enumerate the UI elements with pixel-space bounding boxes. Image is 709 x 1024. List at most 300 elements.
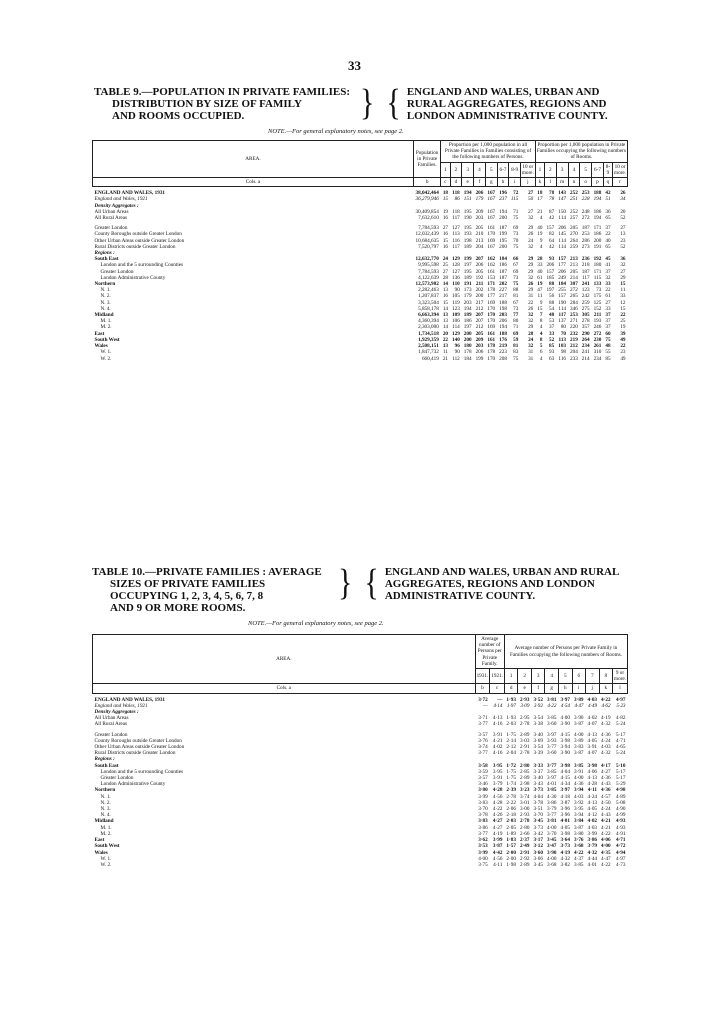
- table-cell: 3·93: [546, 737, 557, 744]
- table-cell: 4·13: [492, 715, 503, 722]
- table-cell: 36: [605, 208, 611, 215]
- table-cell: 3·40: [533, 731, 543, 738]
- table-cell: 3·45: [533, 818, 543, 825]
- table-cell: 206: [558, 225, 567, 232]
- row-label: South West: [94, 336, 120, 343]
- table-cell: 4·27: [601, 768, 611, 775]
- table-cell: 180: [463, 343, 472, 350]
- table-cell: 4·13: [587, 775, 598, 782]
- table-cell: 27: [620, 225, 626, 232]
- table-cell: 3·60: [546, 721, 557, 728]
- table-cell: 171: [487, 281, 496, 288]
- table-cell: 59: [513, 336, 519, 343]
- row-label: London and the 5 surrounding Counties: [100, 262, 184, 269]
- row-label: Greater London: [94, 225, 128, 232]
- table-cell: 230: [593, 336, 602, 343]
- table-cell: 3·97: [546, 775, 557, 782]
- room-column-header: 9 or more.: [614, 670, 627, 683]
- table-cell: 37: [605, 268, 611, 275]
- row-label: All Rural Areas: [94, 215, 128, 222]
- title-line: TABLE 9.—POPULATION IN PRIVATE FAMILIES:: [94, 86, 350, 98]
- table-cell: 157: [558, 293, 567, 300]
- table-cell: 3·39: [533, 750, 543, 757]
- table-cell: 173: [463, 287, 472, 294]
- table-cell: 3·12: [533, 843, 543, 850]
- table-cell: 4·37: [574, 855, 584, 862]
- table-cell: 179: [475, 196, 484, 203]
- table-cell: 71: [513, 324, 519, 331]
- table-cell: 125: [593, 299, 602, 306]
- row-label: M. 2.: [100, 830, 112, 837]
- table-cell: 29: [528, 256, 534, 263]
- table-cell: 90: [454, 349, 460, 356]
- table-cell: 9: [539, 299, 543, 306]
- brace: }: [360, 81, 375, 123]
- row-label: N. 3.: [100, 806, 111, 813]
- table-cell: 187: [581, 225, 590, 232]
- table-cell: 2·06: [506, 806, 516, 813]
- table-cell: 169: [487, 237, 496, 244]
- table-cell: 13: [442, 287, 448, 294]
- table-cell: 41: [605, 262, 611, 269]
- table-cell: 26: [620, 190, 626, 197]
- table-cell: 198: [499, 305, 507, 312]
- table-cell: 117: [581, 274, 590, 281]
- table-cell: 4·22: [601, 830, 611, 837]
- table-cell: 200: [463, 336, 472, 343]
- table-cell: 3·83: [574, 744, 584, 751]
- table-cell: 206: [475, 349, 484, 356]
- table-cell: 3·45: [546, 837, 557, 844]
- table-cell: 171: [593, 225, 602, 232]
- table-cell: 20: [442, 330, 448, 337]
- table-cell: 189: [463, 243, 472, 250]
- table-cell: 219: [570, 336, 578, 343]
- table-cell: 3,323,504: [418, 299, 439, 306]
- table-cell: 4·32: [587, 849, 598, 856]
- table-cell: 234: [593, 355, 602, 362]
- table-cell: 170: [487, 305, 496, 312]
- table-cell: 3·85: [546, 715, 557, 722]
- table-cell: 4·72: [615, 843, 626, 850]
- year-column-header: 1921.: [490, 669, 505, 684]
- table-cell: 3·96: [560, 806, 570, 813]
- table-cell: 4·54: [560, 702, 570, 709]
- table-cell: 170: [487, 231, 496, 238]
- table-cell: 4·22: [601, 696, 611, 703]
- row-label: W. 1.: [100, 855, 112, 862]
- table-cell: 3·77: [546, 744, 557, 751]
- table-cell: 36,279,946: [415, 196, 439, 203]
- table-cell: 192: [593, 256, 602, 263]
- table-cell: 147: [558, 196, 567, 203]
- table-cell: 178: [487, 349, 496, 356]
- table-cell: 3·09: [520, 702, 530, 709]
- table-cell: 4·00: [601, 843, 611, 850]
- table-cell: 1·72: [506, 762, 516, 769]
- table-cell: 3·92: [574, 799, 584, 806]
- brace: }: [338, 561, 353, 603]
- table-cell: 3·72: [478, 696, 488, 703]
- table-cell: 67: [513, 262, 519, 269]
- table-cell: 5·17: [615, 775, 626, 782]
- table-cell: 4·05: [587, 806, 598, 813]
- table-cell: 4·97: [615, 855, 626, 862]
- table-row: [93, 862, 628, 868]
- table-cell: 253: [581, 231, 590, 238]
- table-cell: 3·70: [533, 812, 543, 819]
- table-cell: 51: [605, 196, 611, 203]
- table-cell: 42: [549, 243, 555, 250]
- table-cell: 140: [452, 336, 460, 343]
- size-column-header: 3: [462, 162, 474, 177]
- table-cell: 4·32: [601, 750, 611, 757]
- table-cell: 187: [499, 268, 507, 275]
- title-line: LONDON ADMINISTRATIVE COUNTY.: [406, 110, 608, 122]
- table-cell: 150: [558, 208, 567, 215]
- row-label: W. 2.: [100, 861, 112, 868]
- column-letter: i: [509, 178, 520, 187]
- table9-title-left: [94, 86, 354, 122]
- table-cell: 4·24: [587, 793, 598, 800]
- table-cell: 109: [452, 312, 460, 319]
- table-cell: 4·03: [587, 824, 598, 831]
- row-label: N. 2.: [100, 799, 111, 806]
- table-cell: 246: [593, 324, 602, 331]
- table-cell: 3·80: [574, 830, 584, 837]
- table-cell: 3·46: [478, 781, 488, 788]
- row-label: Rural Districts outside Greater London: [94, 750, 176, 757]
- table-cell: 4·27: [492, 818, 503, 825]
- row-label: Other Urban Areas outside Greater London: [94, 744, 185, 751]
- table-cell: 117: [558, 312, 567, 319]
- table-cell: 167: [487, 243, 496, 250]
- row-label: Midland: [94, 818, 114, 825]
- table-cell: 259: [581, 299, 590, 306]
- table-cell: 18: [537, 190, 543, 197]
- table-cell: 93: [549, 256, 555, 263]
- table-cell: 213: [570, 262, 578, 269]
- table-cell: 4·73: [615, 861, 626, 868]
- column-letter: l: [613, 684, 628, 693]
- table-cell: 3·01: [519, 799, 530, 806]
- table-cell: 32: [528, 243, 534, 250]
- table-cell: 237: [499, 196, 507, 203]
- table-cell: 188: [499, 330, 507, 337]
- table-cell: 2·14: [506, 737, 516, 744]
- table-cell: 4·19: [601, 715, 611, 722]
- table-cell: 3·77: [546, 812, 557, 819]
- table-cell: 4·11: [587, 787, 598, 794]
- table-cell: 4·00: [546, 855, 557, 862]
- row-label: M. 2.: [100, 324, 112, 331]
- table-cell: 3·83: [478, 818, 488, 825]
- table-cell: 1·89: [506, 830, 516, 837]
- table-cell: 2·89: [519, 775, 530, 782]
- table-cell: 5·10: [615, 762, 626, 769]
- row-label: Wales: [94, 849, 108, 856]
- table-cell: 3·60: [546, 750, 557, 757]
- table-cell: 195: [463, 268, 472, 275]
- table-cell: 7: [539, 312, 543, 319]
- table-cell: 194: [463, 190, 472, 197]
- table-cell: 234: [581, 343, 590, 350]
- table-cell: 75: [605, 336, 611, 343]
- row-label: East: [94, 837, 105, 844]
- table-cell: 129: [452, 256, 460, 263]
- table-cell: 3·87: [574, 824, 584, 831]
- table-cell: 3·78: [533, 799, 543, 806]
- table-cell: 4·99: [615, 812, 626, 819]
- table-cell: 3·91: [574, 768, 584, 775]
- column-letter: r: [613, 178, 628, 187]
- table-cell: 3·90: [560, 750, 570, 757]
- table-cell: 3·95: [574, 806, 584, 813]
- row-label: ENGLAND AND WALES, 1931: [94, 190, 166, 197]
- table-cell: 4·01: [587, 861, 598, 868]
- table-cell: 152: [593, 305, 602, 312]
- table-cell: 25: [442, 262, 448, 269]
- table-cell: 214: [570, 274, 578, 281]
- room-column-header: 6: [572, 669, 586, 684]
- table-cell: 3·97: [560, 696, 570, 703]
- table-cell: 40: [537, 225, 543, 232]
- table-cell: 75: [513, 281, 519, 288]
- table-cell: 88: [513, 287, 519, 294]
- table-cell: 4·71: [615, 837, 626, 844]
- table-cell: 33: [620, 293, 626, 300]
- table-cell: 3·90: [560, 721, 570, 728]
- table-cell: 3·54: [533, 744, 543, 751]
- table-cell: 4·28: [587, 781, 598, 788]
- table-cell: 4·01: [546, 781, 557, 788]
- table-cell: 190: [558, 299, 567, 306]
- table-cell: 4·50: [601, 799, 611, 806]
- column-letter: g: [545, 684, 559, 693]
- table-cell: 15: [442, 196, 448, 203]
- row-label: W. 2.: [100, 355, 112, 362]
- table10: [92, 634, 628, 868]
- table-cell: 162: [487, 262, 496, 269]
- table-cell: 127: [452, 225, 460, 232]
- table-cell: 212: [475, 305, 484, 312]
- table-cell: 12,573,982: [415, 281, 439, 288]
- table-cell: 203: [499, 312, 507, 319]
- table-cell: 194: [499, 208, 507, 215]
- table-cell: 4·17: [601, 762, 611, 769]
- table-cell: 211: [593, 312, 602, 319]
- table-cell: 4·12: [587, 812, 598, 819]
- table-cell: 117: [452, 243, 460, 250]
- table-cell: 73: [596, 287, 602, 294]
- table-cell: 209: [475, 336, 484, 343]
- table-cell: 3·45: [533, 861, 543, 868]
- size-column-header: 1: [441, 162, 450, 177]
- table-cell: 3·42: [533, 830, 543, 837]
- table-cell: 4·19: [560, 849, 570, 856]
- row-label: County Boroughs outside Greater London: [94, 737, 182, 744]
- table-cell: 56: [549, 293, 555, 300]
- table-cell: 3·77: [478, 830, 488, 837]
- table-cell: 660,419: [421, 355, 439, 362]
- table-cell: 69: [513, 225, 519, 232]
- table-cell: 4·15: [560, 731, 570, 738]
- table-cell: 4·22: [492, 806, 503, 813]
- title-line: ADMINISTRATIVE COUNTY.: [384, 590, 536, 602]
- table-cell: 178: [463, 349, 472, 356]
- table-cell: 2·22: [506, 799, 516, 806]
- table-cell: 3·40: [533, 775, 543, 782]
- table-cell: 112: [452, 355, 460, 362]
- table-cell: 2·93: [519, 812, 530, 819]
- table-cell: 2·80: [519, 824, 530, 831]
- table-cell: 176: [499, 336, 507, 343]
- table-cell: 2·49: [519, 843, 530, 850]
- table-cell: 3·43: [533, 781, 543, 788]
- table-cell: 26: [528, 305, 534, 312]
- table-cell: 2,508,151: [418, 343, 439, 350]
- table-cell: 307: [570, 281, 578, 288]
- table-cell: 118: [452, 190, 460, 197]
- table-cell: 137: [558, 318, 567, 325]
- table-cell: 4·18: [560, 793, 570, 800]
- table-cell: 67: [513, 299, 519, 306]
- table-cell: 1·97: [506, 702, 516, 709]
- table-cell: 114: [558, 243, 567, 250]
- table-cell: 117: [452, 215, 460, 222]
- row-label: Regions :: [94, 250, 115, 257]
- table-cell: 32: [528, 343, 534, 350]
- table-cell: 272: [581, 215, 590, 222]
- table-cell: 177: [487, 293, 496, 300]
- table-cell: 253: [570, 312, 578, 319]
- table-cell: 96: [454, 343, 460, 350]
- table-cell: 4·32: [601, 721, 611, 728]
- table-cell: 272: [593, 330, 602, 337]
- table-cell: 8: [539, 318, 543, 325]
- table-cell: 5·29: [615, 781, 626, 788]
- table-cell: 27: [442, 268, 448, 275]
- table-cell: 178: [487, 343, 496, 350]
- table-cell: 212: [475, 324, 484, 331]
- table-cell: 65: [605, 243, 611, 250]
- table-cell: 33: [537, 262, 543, 269]
- table-cell: 17: [537, 196, 543, 203]
- table-cell: 1·75: [506, 731, 516, 738]
- room-column-header: 10 or more.: [614, 163, 627, 176]
- row-label: Greater London: [100, 268, 134, 275]
- table-cell: 22: [528, 299, 534, 306]
- size-column-header: 10 or more.: [521, 163, 534, 176]
- row-label: London Administrative County: [100, 781, 166, 788]
- table-cell: 191: [593, 243, 602, 250]
- column-letter: e: [462, 178, 474, 187]
- table9-title-right: [407, 86, 608, 122]
- table-cell: 13: [620, 231, 626, 238]
- table-cell: 3·87: [574, 721, 584, 728]
- table-cell: 22: [620, 312, 626, 319]
- table-cell: 4·35: [601, 849, 611, 856]
- table-cell: 3·03: [519, 737, 530, 744]
- title-line: AND ROOMS OCCUPIED.: [112, 110, 245, 122]
- table-cell: 3·91: [492, 775, 503, 782]
- table-cell: 208: [499, 355, 507, 362]
- table-cell: 4·03: [574, 793, 584, 800]
- table-cell: 4: [539, 324, 543, 331]
- table-cell: 2·78: [519, 818, 530, 825]
- table-cell: 4: [539, 330, 543, 337]
- title-line: ENGLAND AND WALES, URBAN AND: [406, 86, 600, 98]
- table-cell: 25: [620, 318, 626, 325]
- table-cell: 5·24: [615, 750, 626, 757]
- table-cell: 81: [513, 343, 519, 350]
- table-cell: 4·21: [601, 824, 611, 831]
- table-cell: 3·77: [478, 750, 488, 757]
- table-cell: 2·39: [506, 787, 516, 794]
- table-cell: 69: [513, 330, 519, 337]
- table-cell: 3·98: [560, 762, 570, 769]
- table-cell: 31: [528, 355, 534, 362]
- row-label: All Urban Areas: [94, 208, 129, 215]
- table-cell: 3·59: [478, 768, 488, 775]
- table-cell: 49: [620, 336, 626, 343]
- table-cell: 52: [620, 215, 626, 222]
- table-cell: 184: [463, 355, 472, 362]
- table-cell: 207: [475, 312, 484, 319]
- table-cell: 3·99: [478, 849, 488, 856]
- table-cell: 2·03: [506, 721, 516, 728]
- table-cell: 22: [620, 343, 626, 350]
- table-cell: 197: [546, 287, 555, 294]
- table-cell: 34: [620, 196, 626, 203]
- table-cell: 169: [487, 299, 496, 306]
- table-cell: 24: [442, 256, 448, 263]
- table-cell: 161: [487, 268, 496, 275]
- table-cell: 200: [499, 215, 507, 222]
- table-cell: 2·91: [519, 744, 530, 751]
- table-cell: 220: [570, 324, 578, 331]
- table-cell: 3·85: [574, 762, 584, 769]
- table-cell: 194: [463, 305, 472, 312]
- column-letter: p: [592, 178, 604, 187]
- table-cell: 197: [463, 262, 472, 269]
- table-cell: 214: [581, 355, 590, 362]
- title-line: AGGREGATES, REGIONS AND LONDON: [384, 578, 595, 590]
- table-cell: 203: [475, 215, 484, 222]
- table-cell: 3·84: [574, 818, 584, 825]
- table-cell: 206: [558, 268, 567, 275]
- table-cell: 32: [620, 262, 626, 269]
- table-cell: 2·00: [506, 849, 516, 856]
- table-cell: 4·43: [601, 812, 611, 819]
- table-cell: 186: [593, 208, 602, 215]
- header-area: AREA.: [93, 635, 476, 684]
- table-cell: 123: [581, 287, 590, 294]
- table-cell: 42: [605, 190, 611, 197]
- column-letter: b: [413, 178, 440, 187]
- table-cell: 26: [528, 281, 534, 288]
- room-column-header: 5: [580, 162, 592, 177]
- table-cell: 4·93: [615, 818, 626, 825]
- table-cell: 2·78: [519, 721, 530, 728]
- table-cell: 203: [475, 343, 484, 350]
- table-cell: 113: [452, 231, 460, 238]
- column-letter: f: [474, 178, 486, 187]
- table-cell: 3·98: [587, 762, 598, 769]
- table-cell: 3·78: [478, 812, 488, 819]
- table-cell: 103: [558, 343, 567, 350]
- table-cell: 3·91: [587, 744, 598, 751]
